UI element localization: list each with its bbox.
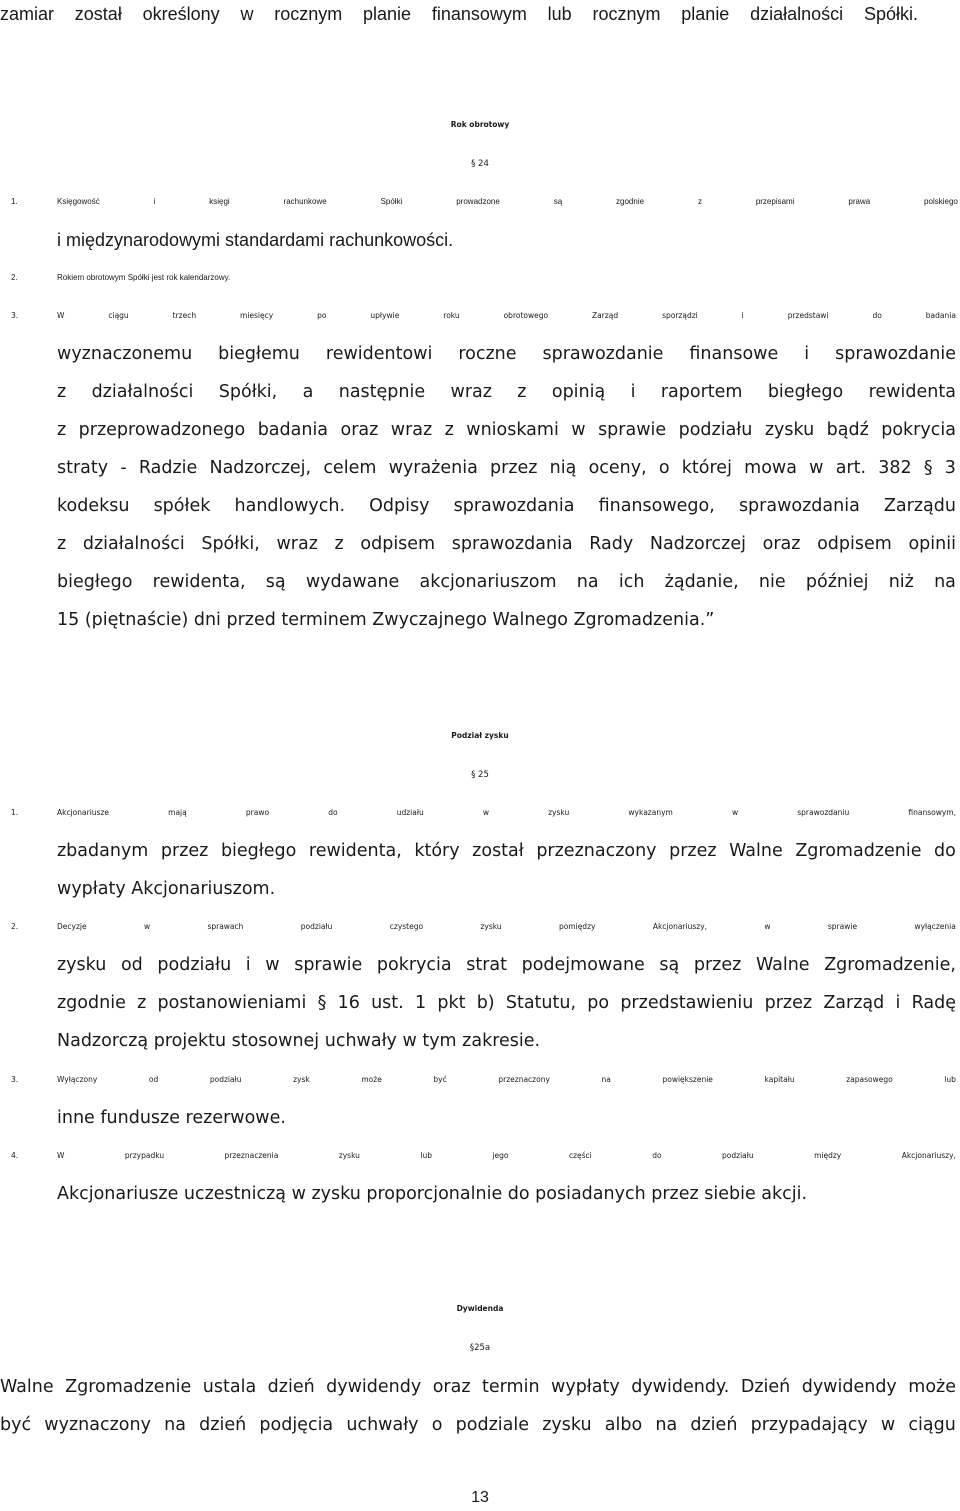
word: z [137,993,147,1013]
word: może [361,1075,382,1084]
word: w [809,458,824,478]
word: oceny, [588,458,647,478]
word: wraz [450,382,492,402]
word: są [659,955,680,975]
word: roku [443,311,460,320]
word: Spółki [380,197,403,206]
word: wydawane [305,572,400,592]
word: zgodnie [57,993,126,1013]
item-text: i międzynarodowymi standardami rachunkowości. [57,230,454,250]
word: upływie [370,311,400,320]
word: podziału [300,922,333,931]
paragraph-line [57,992,956,1014]
word: przez [669,841,717,861]
paragraph-line [57,571,956,593]
word: Dzień [740,1377,791,1397]
word: do [328,808,338,817]
word: trzech [172,311,197,320]
word: części [568,1151,592,1160]
word: planie [681,4,730,24]
word: wykazanym [628,808,673,817]
word: rocznym [274,4,343,24]
word: rewidenta, [308,841,402,861]
word: powiększenie [662,1075,713,1084]
word: księgi [209,197,230,206]
word: handlowych. [234,496,346,516]
word: zysku [542,1415,592,1435]
word: dywidendy. [631,1377,730,1397]
paragraph-line [57,419,956,441]
word: z [57,534,67,554]
word: oraz [340,420,379,440]
word: Decyzje [57,922,87,931]
paragraph-line: wypłaty Akcjonariuszom. [57,879,276,899]
word: albo [604,1415,643,1435]
word: podjęcia [259,1415,334,1435]
word: sprawozdanie [542,344,664,364]
word: lub [420,1151,432,1160]
word: mowa [744,458,797,478]
word: udziału [396,808,424,817]
word: Spółki, [201,534,260,554]
word: z [444,420,454,440]
word: biegłego [57,572,133,592]
word: art. [835,458,867,478]
word: po [587,993,610,1013]
word: w [240,4,254,24]
word: bądź [826,420,869,440]
word: niż [888,572,914,592]
word: z [57,382,67,402]
word: Zgromadzenie [65,1377,192,1397]
word: rewidenta, [152,572,246,592]
word: dzień [690,1415,738,1435]
section-heading: Rok obrotowy [450,120,510,129]
word: Spółki, [218,382,278,402]
word: Nadzorczej [649,534,746,554]
word: wyznaczonemu [57,344,193,364]
word: został [74,4,122,24]
word: Akcjonariuszy, [652,922,708,931]
word: później [805,572,869,592]
word: zapasowego [846,1075,893,1084]
word: Radzie [138,458,198,478]
paragraph-line: 15 (piętnaście) dni przed terminem Zwyczajnego Walnego Zgromadzenia.” [57,610,715,630]
word: sprawie [827,922,858,931]
word: żądanie, [664,572,739,592]
word: wyznaczony [44,1415,151,1435]
word: wyłączenia [914,922,956,931]
word: jego [492,1151,509,1160]
word: na [601,1075,611,1084]
word: zysku [338,1151,360,1160]
word: w [880,1415,896,1435]
word: wraz [390,420,433,440]
word: Zgromadzenie, [824,955,956,975]
word: celem [323,458,377,478]
word: W [57,311,65,320]
word: raportem [660,382,743,402]
word: oraz [762,534,801,554]
word: sporządzi [662,311,698,320]
word: z [334,534,344,554]
word: Wyłączony [57,1075,98,1084]
word: prawo [245,808,270,817]
paragraph-line: Nadzorczą projektu stosownej uchwały w tym zakresie. [57,1031,541,1051]
word: w [482,808,489,817]
word: badania [257,420,329,440]
word: przypadający [750,1415,868,1435]
word: został [472,841,524,861]
section-number: §25a [469,1343,491,1353]
word: Spółki. [863,4,918,24]
word: w [764,922,771,931]
word: z [57,420,67,440]
word: kodeksu [57,496,130,516]
word: dzień [199,1415,247,1435]
word: o [658,458,670,478]
word: podziale [455,1415,529,1435]
paragraph-line [57,381,956,403]
word: między [814,1151,842,1160]
word: 16 [337,993,360,1013]
word: być [0,1415,32,1435]
word: do [934,841,956,861]
word: zamiar [0,4,55,24]
word: sprawie [294,955,363,975]
word: sprawozdanie [835,344,956,364]
word: w [571,420,586,440]
word: podejmowane [521,955,645,975]
word: obrotowego [503,311,549,320]
word: ust. [371,993,404,1013]
word: zbadanym [57,841,149,861]
word: wypłaty [551,1377,620,1397]
word: termin [482,1377,540,1397]
word: finansowego, [598,496,715,516]
word: Walne [729,841,783,861]
word: Księgowość [57,197,100,206]
word: 382 [878,458,912,478]
word: Zarząd [823,993,885,1013]
word: rewidenta [868,382,956,402]
word: której [681,458,732,478]
word: wraz [276,534,318,554]
word: po [317,311,327,320]
word: który [414,841,460,861]
word: spółek [153,496,211,516]
word: biegłego [767,382,844,402]
word: odpisem [817,534,892,554]
word: miesięcy [240,311,274,320]
word: w [731,808,739,817]
item-number: 4. [11,1151,19,1160]
word: badania [925,311,956,320]
word: dywidendy [326,1377,422,1397]
word: przeprowadzonego [78,420,246,440]
word: oraz [432,1377,471,1397]
word: może [908,1377,956,1397]
word: zysku [764,420,815,440]
word: przez [490,458,538,478]
word: pokrycia [881,420,956,440]
word: są [553,197,563,206]
word: przeznaczony [536,841,657,861]
section-number: § 24 [471,159,489,169]
word: zysk [293,1075,310,1084]
word: przez [693,955,742,975]
word: sprawie [598,420,667,440]
word: W [57,1151,65,1160]
paragraph-line [57,954,956,976]
word: określony [142,4,220,24]
word: akcjonariuszom [419,572,557,592]
word: podziału [678,420,753,440]
word: 3 [944,458,956,478]
word: Walne [0,1377,54,1397]
word: podziału [157,955,232,975]
item-number: 2. [11,922,19,931]
word: ciągu [908,1415,956,1435]
word: opinią [551,382,606,402]
word: finansowym [431,4,527,24]
word: biegłemu [218,344,300,364]
word: sprawach [207,922,244,931]
word: rachunkowe [283,197,327,206]
word: Akcjonariusze [57,808,109,817]
word: zysku [548,808,570,817]
word: działalności [750,4,844,24]
word: przez [160,841,209,861]
word: kapitału [764,1075,795,1084]
word: zgodnie [616,197,645,206]
word: przepisami [755,197,795,206]
word: od [148,1075,159,1084]
word: pomiędzy [558,922,596,931]
word: podziału [722,1151,754,1160]
word: roczne [458,344,517,364]
word: § [923,458,933,478]
word: do [652,1151,662,1160]
word: straty [57,458,109,478]
word: dzień [267,1377,315,1397]
word: mają [168,808,187,817]
word: o [431,1415,443,1435]
section-heading: Podział zysku [451,731,509,740]
paragraph-line [57,457,956,479]
item-number: 3. [11,1075,19,1084]
word: rewidentowi [325,344,433,364]
word: przez [764,993,813,1013]
word: na [164,1415,186,1435]
word: i [245,955,251,975]
word: i [741,311,744,320]
word: lub [547,4,572,24]
word: od [120,955,143,975]
word: działalności [82,534,185,554]
word: przedstawi [787,311,829,320]
word: Zgromadzenie [795,841,922,861]
word: ciągu [108,311,129,320]
word: - [120,458,127,478]
word: nie [758,572,786,592]
word: Zarząd [592,311,619,320]
word: sprawozdania [453,496,575,516]
paragraph-line: Akcjonariusze uczestniczą w zysku proporcjonalnie do posiadanych przez siebie akcji. [57,1184,808,1204]
word: i [804,344,810,364]
word: uchwały [346,1415,419,1435]
word: prowadzone [456,197,500,206]
word: nią [549,458,577,478]
item-text: Rokiem obrotowym Spółki jest rok kalendarzowy. [57,273,231,282]
word: i [895,993,901,1013]
word: Radę [911,993,956,1013]
word: przedstawieniu [620,993,754,1013]
word: sprawozdania [451,534,573,554]
word: Zarządu [883,496,956,516]
item-number: 1. [11,197,18,206]
paragraph-line [0,1376,956,1398]
word: 1 [414,993,427,1013]
word: są [265,572,286,592]
word: w [265,955,280,975]
word: następnie [338,382,426,402]
word: na [576,572,599,592]
word: czystego [389,922,424,931]
word: przeznaczony [498,1075,550,1084]
paragraph-line [57,343,956,365]
paragraph-line [57,533,956,555]
word: polskiego [924,197,958,206]
word: Rady [589,534,634,554]
word: Odpisy [369,496,430,516]
section-number: § 25 [471,770,489,780]
word: finansowym, [908,808,956,817]
word: postanowieniami [157,993,307,1013]
word: zysku [480,922,502,931]
paragraph-line [57,840,956,862]
item-number: 3. [11,311,19,320]
word: ustala [202,1377,257,1397]
word: do [872,311,882,320]
word: i [630,382,636,402]
word: dywidendy [801,1377,897,1397]
paragraph-line [57,495,956,517]
word: na [655,1415,678,1435]
word: biegłego [220,841,297,861]
word: b) [476,993,495,1013]
item-number: 2. [11,273,18,282]
word: finansowe [689,344,779,364]
word: Nadzorczej, [209,458,312,478]
word: Akcjonariuszy, [901,1151,956,1160]
word: sprawozdania [738,496,860,516]
word: przypadku [124,1151,165,1160]
word: wnioskami [466,420,559,440]
word: lub [944,1075,956,1084]
word: ich [618,572,645,592]
word: przeznaczenia [224,1151,279,1160]
word: strat [466,955,507,975]
word: sprawozdaniu [797,808,850,817]
word: a [302,382,314,402]
word: § [317,993,327,1013]
word: zysku [57,955,107,975]
paragraph-line: inne fundusze rezerwowe. [57,1108,286,1128]
word: na [934,572,956,592]
word: podziału [209,1075,242,1084]
section-heading: Dywidenda [456,1304,504,1313]
word: pkt [437,993,466,1013]
word: rocznym [592,4,661,24]
word: działalności [91,382,194,402]
word: planie [363,4,412,24]
word: Walne [755,955,810,975]
word: odpisem [360,534,436,554]
word: w [143,922,151,931]
word: Statutu, [505,993,577,1013]
word: i [153,197,156,206]
word: z [697,197,702,206]
word: być [433,1075,447,1084]
word: z [517,382,527,402]
paragraph-line [0,1414,956,1436]
paragraph-line [0,3,918,25]
word: prawa [848,197,871,206]
word: pokrycia [376,955,452,975]
page-number: 13 [471,1489,489,1506]
word: wyrażenia [388,458,478,478]
word: opinii [908,534,956,554]
item-number: 1. [11,808,19,817]
